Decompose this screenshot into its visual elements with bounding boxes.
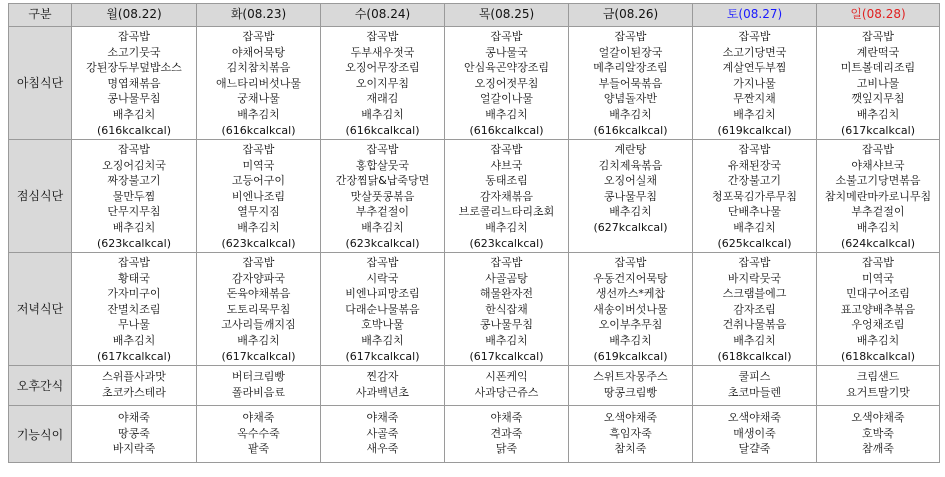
menu-item: (627kcalkcal)	[593, 220, 668, 234]
menu-cell-fri	[569, 253, 693, 366]
menu-item: (623kcalkcal)	[221, 236, 296, 250]
menu-item: 달걀죽	[738, 442, 771, 456]
menu-item: 배추김치	[733, 333, 776, 347]
menu-item: 샤브국	[490, 158, 523, 172]
menu-item: 참깨죽	[862, 442, 894, 456]
menu-item: 잡곡밥	[490, 256, 523, 269]
menu-item: 두부새우젓국	[350, 45, 415, 59]
menu-item: 홍합살뭇국	[355, 158, 410, 172]
menu-cell-wed	[321, 140, 445, 253]
menu-item: 배추김치	[609, 107, 652, 121]
menu-item: 잡곡밥	[614, 256, 647, 269]
menu-item: 배추김치	[237, 220, 280, 234]
menu-item: 땅콩크림빵	[603, 385, 658, 399]
menu-body	[9, 27, 940, 463]
menu-cell-thu	[445, 406, 569, 463]
menu-item: 소고기뭇국	[107, 45, 161, 59]
menu-item: 콩나물국	[485, 45, 528, 59]
menu-cell-mon	[72, 27, 197, 140]
menu-cell-sat	[693, 140, 817, 253]
menu-item: 참치메란마카로니무침	[824, 189, 932, 203]
menu-item: (623kcalkcal)	[469, 236, 544, 250]
menu-item: 버터크림빵	[231, 370, 286, 383]
menu-cell-sun	[817, 366, 940, 406]
menu-item: 잡곡밥	[366, 256, 399, 269]
menu-item: 배추김치	[237, 107, 280, 121]
row-label: 기능식이	[9, 406, 72, 463]
menu-item: 쿨피스	[738, 370, 771, 383]
menu-item: (619kcalkcal)	[717, 123, 792, 137]
menu-item: 메추리알장조림	[593, 61, 668, 75]
menu-item: 잡곡밥	[118, 256, 150, 269]
menu-cell-fri	[569, 27, 693, 140]
menu-item: 호박나물	[361, 318, 404, 332]
menu-item: 잡곡밥	[118, 30, 150, 43]
menu-item: 오이지무침	[355, 76, 410, 90]
menu-item: 새송이버섯나물	[593, 302, 668, 316]
menu-item: 배추김치	[112, 333, 156, 347]
menu-item: 돈육야채볶음	[226, 287, 291, 301]
menu-item: 물만두찜	[112, 189, 156, 203]
menu-item: 고사리들깨지짐	[221, 318, 296, 332]
menu-item: 오이부추무침	[598, 318, 663, 332]
menu-cell-sat	[693, 253, 817, 366]
menu-item: 생선까스*케찹	[595, 287, 666, 301]
header-label: 구분	[9, 4, 72, 27]
menu-cell-fri	[569, 406, 693, 463]
menu-item: 닭죽	[495, 442, 518, 456]
menu-item: 팥죽	[247, 442, 270, 456]
menu-item: 배추김치	[361, 333, 404, 347]
menu-item: 잡곡밥	[738, 256, 771, 269]
menu-cell-tue	[197, 27, 321, 140]
menu-item: 배추김치	[609, 205, 652, 219]
menu-item: 계란떡국	[856, 45, 900, 59]
menu-item: 배추김치	[361, 220, 404, 234]
menu-item: 배추김치	[733, 107, 776, 121]
menu-item: 매생이죽	[733, 426, 776, 440]
menu-item: 깻잎지무침	[851, 92, 905, 106]
menu-item: 잡곡밥	[614, 30, 647, 43]
menu-item: 배추김치	[485, 333, 528, 347]
menu-item: 사과백년초	[355, 385, 410, 399]
menu-item: 초코카스테라	[102, 385, 166, 399]
menu-item: 계살연두부찜	[722, 61, 787, 75]
menu-cell-fri	[569, 140, 693, 253]
menu-item: 가지나물	[733, 76, 776, 90]
menu-item: 배추김치	[361, 107, 404, 121]
menu-item: 동태조림	[485, 174, 528, 188]
menu-item: 시폰케익	[485, 370, 528, 383]
menu-item: 콩나물무침	[603, 189, 658, 203]
menu-item: 스위플사과맛	[102, 370, 166, 383]
menu-item: 잡곡밥	[118, 143, 150, 156]
day-header-wed: 수(08.24)	[321, 4, 445, 27]
menu-item: 호박죽	[862, 426, 894, 440]
menu-item: 오색야채죽	[603, 411, 658, 424]
menu-cell-tue	[197, 406, 321, 463]
header-row	[9, 4, 940, 27]
menu-item: 배추김치	[856, 333, 900, 347]
menu-item: 우동건지어묵탕	[593, 271, 668, 285]
menu-item: 브로콜리느타리초회	[458, 205, 555, 219]
menu-item: 요거트딸기맛	[846, 385, 910, 399]
menu-cell-mon	[72, 253, 197, 366]
menu-item: 견과죽	[490, 426, 523, 440]
menu-item: 사골죽	[366, 426, 399, 440]
menu-item: 미역국	[862, 271, 894, 285]
menu-cell-sat	[693, 27, 817, 140]
menu-cell-sun	[817, 253, 940, 366]
menu-item: 오징어실채	[603, 174, 658, 188]
menu-cell-tue	[197, 140, 321, 253]
menu-item: 무나물	[118, 318, 150, 332]
menu-cell-wed	[321, 366, 445, 406]
menu-item: 민대구어조림	[846, 287, 910, 301]
menu-cell-fri	[569, 366, 693, 406]
menu-item: 흑임자죽	[609, 426, 652, 440]
menu-item: 잡곡밥	[366, 30, 399, 43]
day-header-fri: 금(08.26)	[569, 4, 693, 27]
menu-item: 김치제육볶음	[598, 158, 663, 172]
menu-item: 김치참치볶음	[226, 61, 291, 75]
menu-row	[9, 366, 940, 406]
menu-cell-tue	[197, 366, 321, 406]
menu-item: 야채샤브국	[851, 158, 905, 172]
menu-item: (624kcalkcal)	[840, 236, 915, 250]
menu-cell-sun	[817, 27, 940, 140]
menu-item: 콩나물무침	[107, 92, 161, 106]
menu-item: 얼갈이된장국	[598, 45, 663, 59]
menu-item: 잡곡밥	[490, 143, 523, 156]
menu-item: 야채죽	[490, 411, 523, 424]
menu-item: 초코마들렌	[727, 385, 782, 399]
menu-item: 잡곡밥	[242, 30, 275, 43]
menu-item: 한식잡채	[485, 302, 528, 316]
menu-item: 부추겉절이	[851, 205, 905, 219]
menu-cell-mon	[72, 406, 197, 463]
menu-item: (617kcalkcal)	[469, 349, 544, 363]
menu-item: 야채어묵탕	[231, 45, 286, 59]
menu-table-wrapper	[8, 3, 940, 463]
menu-item: 우엉채조림	[851, 318, 905, 332]
menu-row	[9, 406, 940, 463]
menu-cell-wed	[321, 253, 445, 366]
menu-row	[9, 140, 940, 253]
menu-item: 계란탕	[614, 143, 647, 156]
menu-item: 청포묵김가루무침	[711, 189, 797, 203]
row-label: 오후간식	[9, 366, 72, 406]
menu-item: 비엔나피망조림	[345, 287, 420, 301]
menu-item: 잡곡밥	[862, 143, 894, 156]
menu-item: 크림샌드	[856, 370, 900, 383]
menu-cell-wed	[321, 406, 445, 463]
menu-cell-mon	[72, 140, 197, 253]
menu-cell-sun	[817, 140, 940, 253]
menu-item: 고비나물	[856, 76, 900, 90]
menu-item: 찐감자	[366, 370, 399, 383]
menu-item: 오색야채죽	[851, 411, 905, 424]
menu-item: (623kcalkcal)	[345, 236, 420, 250]
menu-item: 바지락뭇국	[727, 271, 782, 285]
menu-cell-tue	[197, 253, 321, 366]
menu-item: (617kcalkcal)	[345, 349, 420, 363]
menu-item: 가자미구이	[107, 287, 161, 301]
menu-cell-sat	[693, 406, 817, 463]
menu-item: 오징어젓무침	[474, 76, 539, 90]
menu-item: (616kcalkcal)	[593, 123, 668, 137]
row-label: 저녁식단	[9, 253, 72, 366]
menu-item: 야채죽	[118, 411, 150, 424]
menu-cell-thu	[445, 366, 569, 406]
menu-item: (618kcalkcal)	[717, 349, 792, 363]
menu-item: 배추김치	[112, 220, 156, 234]
menu-cell-mon	[72, 366, 197, 406]
menu-item: 짜장불고기	[107, 174, 161, 188]
day-header-sat: 토(08.27)	[693, 4, 817, 27]
menu-item: 맛살풋콩볶음	[350, 189, 415, 203]
menu-item: 야채죽	[366, 411, 399, 424]
menu-item: 잡곡밥	[490, 30, 523, 43]
menu-item: 배추김치	[856, 107, 900, 121]
menu-item: 잡곡밥	[738, 143, 771, 156]
menu-item: 배추김치	[733, 220, 776, 234]
menu-item: 얼갈이나물	[479, 92, 534, 106]
menu-cell-wed	[321, 27, 445, 140]
menu-item: 바지락죽	[112, 442, 156, 456]
menu-item: 단배추나물	[727, 205, 782, 219]
menu-item: 미트볼데리조림	[840, 61, 916, 75]
menu-item: 건취나물볶음	[722, 318, 787, 332]
menu-item: 감자조림	[733, 302, 776, 316]
menu-item: (616kcalkcal)	[469, 123, 544, 137]
menu-item: 유채된장국	[727, 158, 782, 172]
menu-item: 오징어김치국	[102, 158, 166, 172]
menu-item: 강된장두부덮밥소스	[86, 61, 182, 75]
day-header-mon: 월(08.22)	[72, 4, 197, 27]
menu-item: 야채죽	[242, 411, 275, 424]
menu-item: (617kcalkcal)	[96, 349, 171, 363]
menu-item: 시락국	[366, 271, 399, 285]
menu-item: 무짠지채	[733, 92, 776, 106]
menu-item: 참치죽	[614, 442, 647, 456]
menu-item: 배추김치	[485, 220, 528, 234]
menu-item: 안심육곤약장조림	[463, 61, 549, 75]
menu-item: (618kcalkcal)	[840, 349, 915, 363]
menu-item: 잡곡밥	[242, 256, 275, 269]
menu-item: 배추김치	[237, 333, 280, 347]
menu-item: 황태국	[118, 271, 150, 285]
menu-item: 땅콩죽	[118, 426, 150, 440]
menu-item: 해물완자전	[479, 287, 534, 301]
menu-item: 배추김치	[609, 333, 652, 347]
menu-cell-sun	[817, 406, 940, 463]
menu-item: 배추김치	[485, 107, 528, 121]
menu-item: 잡곡밥	[738, 30, 771, 43]
menu-cell-sat	[693, 366, 817, 406]
menu-item: 부들어묵볶음	[598, 76, 663, 90]
menu-item: 소고기당면국	[722, 45, 787, 59]
menu-item: 재래김	[366, 92, 399, 106]
menu-item: (623kcalkcal)	[96, 236, 171, 250]
menu-item: 사골곰탕	[485, 271, 528, 285]
menu-item: 오색야채죽	[727, 411, 782, 424]
menu-cell-thu	[445, 253, 569, 366]
menu-item: 잔멸치조림	[107, 302, 161, 316]
day-header-thu: 목(08.25)	[445, 4, 569, 27]
menu-item: 소불고기당면볶음	[835, 174, 921, 188]
menu-item: 표고양배추볶음	[840, 302, 916, 316]
menu-item: (616kcalkcal)	[96, 123, 171, 137]
menu-cell-thu	[445, 27, 569, 140]
menu-item: 부추겉절이	[355, 205, 410, 219]
day-header-sun: 일(08.28)	[817, 4, 940, 27]
menu-item: (625kcalkcal)	[717, 236, 792, 250]
menu-item: (617kcalkcal)	[221, 349, 296, 363]
menu-item: 잡곡밥	[366, 143, 399, 156]
menu-item: 콩나물무침	[479, 318, 534, 332]
menu-item: 미역국	[242, 158, 275, 172]
menu-item: 명엽채볶음	[107, 76, 161, 90]
menu-item: 다래순나물볶음	[345, 302, 420, 316]
menu-item: 배추김치	[112, 107, 156, 121]
menu-item: 양념돌자반	[603, 92, 658, 106]
menu-item: 고등어구이	[231, 174, 286, 188]
menu-item: 도토리묵무침	[226, 302, 291, 316]
menu-item: 배추김치	[856, 220, 900, 234]
menu-item: 스위트자몽주스	[593, 370, 668, 383]
menu-item: 잡곡밥	[862, 30, 894, 43]
menu-item: (617kcalkcal)	[840, 123, 915, 137]
menu-item: 감자양파국	[231, 271, 286, 285]
row-label: 점심식단	[9, 140, 72, 253]
menu-item: 궁채나물	[237, 92, 280, 106]
menu-item: (616kcalkcal)	[221, 123, 296, 137]
menu-item: 단무지무침	[107, 205, 161, 219]
menu-item: 감자채볶음	[479, 189, 534, 203]
menu-cell-thu	[445, 140, 569, 253]
weekly-menu-table	[8, 3, 940, 463]
menu-item: 스크램블에그	[722, 287, 787, 301]
menu-item: 열무지짐	[237, 205, 280, 219]
menu-item: 간장찜닭&납죽당면	[335, 174, 430, 188]
day-header-tue: 화(08.23)	[197, 4, 321, 27]
menu-item: 옥수수죽	[237, 426, 280, 440]
menu-row	[9, 253, 940, 366]
menu-item: 애느타리버섯나물	[215, 76, 301, 90]
menu-item: 잡곡밥	[862, 256, 894, 269]
menu-item: 오징어무장조림	[345, 61, 420, 75]
menu-item: (616kcalkcal)	[345, 123, 420, 137]
menu-item: 잡곡밥	[242, 143, 275, 156]
menu-item: 새우죽	[366, 442, 399, 456]
menu-item: (619kcalkcal)	[593, 349, 668, 363]
menu-item: 폴라비음료	[231, 385, 286, 399]
menu-item: 비엔나조림	[231, 189, 286, 203]
menu-row	[9, 27, 940, 140]
menu-item: 사과당근쥬스	[474, 385, 539, 399]
menu-item: 간장불고기	[727, 174, 782, 188]
row-label: 아침식단	[9, 27, 72, 140]
